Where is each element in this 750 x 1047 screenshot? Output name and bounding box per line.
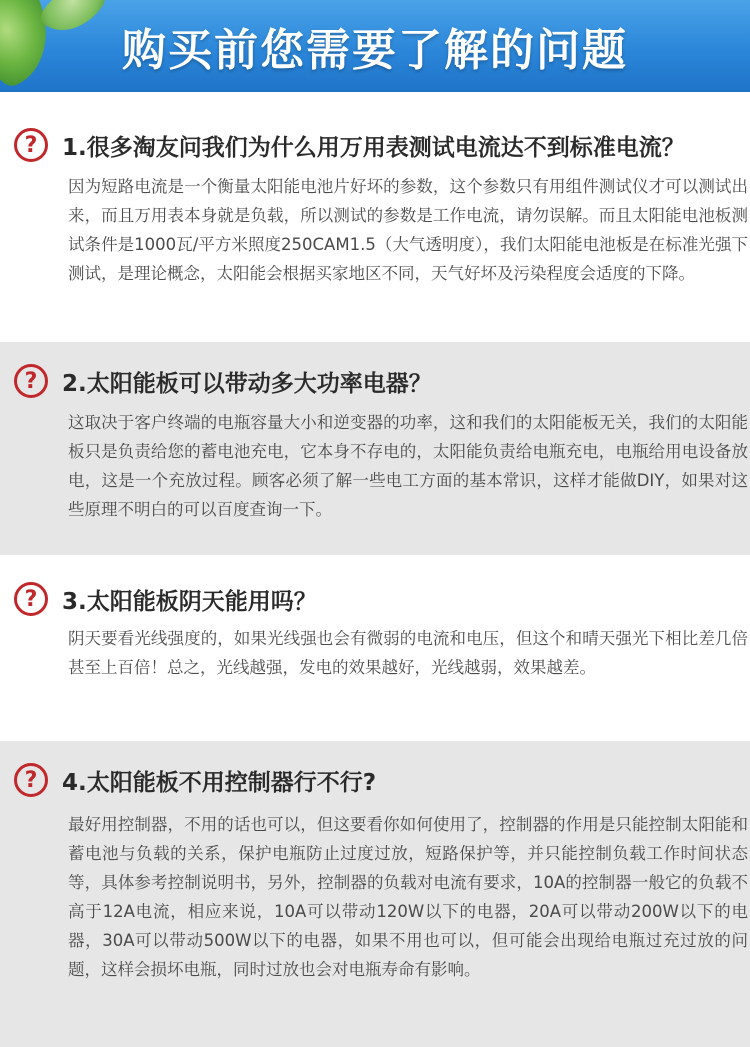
question-title: 3.太阳能板阴天能用吗？ — [62, 588, 317, 615]
question-title: 2.太阳能板可以带动多大功率电器？ — [62, 370, 432, 397]
faq-item-2 — [0, 342, 750, 555]
question-circle-icon: ? — [14, 763, 48, 797]
question-circle-icon: ? — [14, 364, 48, 398]
question-row — [14, 126, 685, 164]
question-row — [14, 580, 317, 618]
faq-item-1 — [0, 92, 750, 342]
faq-item-4 — [0, 741, 750, 1047]
answer-text: 这取决于客户终端的电瓶容量大小和逆变器的功率，这和我们的太阳能板无关，我们的太阳能板只是负责给您的蓄电池充电，它本身不存电的，太阳能负责给电瓶充电，电瓶给用电设备放电，这是一个充放过程。顾客必须了解一些电工方面的基本常识，这样才能做DIY，如果对这些原理不明白的可以百度查询一下。 — [68, 413, 748, 519]
banner-title: 购买前您需要了解的问题 — [122, 25, 628, 76]
question-title: 1.很多淘友问我们为什么用万用表测试电流达不到标准电流？ — [62, 134, 685, 161]
answer-text: 最好用控制器，不用的话也可以，但这要看你如何使用了，控制器的作用是只能控制太阳能和蓄电池与负载的关系，保护电瓶防止过度过放，短路保护等，并只能控制负载工作时间状态等，具体参考控制说明书，另外，控制器的负载对电流有要求，10A的控制器一般它的负载不高于12A电流，相应来说，10A可以带动120W以下的电器，20A可以带动200W以下的电器，30A可以带动500W以下的电器，如果不用也可以，但可能会出现给电瓶过充过放的问题，这样会损坏电瓶，同时过放也会对电瓶寿命有影响。 — [68, 815, 748, 979]
header-banner — [0, 0, 750, 92]
question-title: 4.太阳能板不用控制器行不行? — [62, 769, 377, 796]
answer-text: 阴天要看光线强度的，如果光线强也会有微弱的电流和电压，但这个和晴天强光下相比差几倍甚至上百倍！总之，光线越强，发电的效果越好，光线越弱，效果越差。 — [68, 629, 748, 677]
question-row — [14, 761, 376, 799]
question-circle-icon: ? — [14, 128, 48, 162]
faq-item-3 — [0, 555, 750, 741]
question-circle-icon: ? — [14, 582, 48, 616]
answer-text: 因为短路电流是一个衡量太阳能电池片好坏的参数，这个参数只有用组件测试仪才可以测试出来，而且万用表本身就是负载，所以测试的参数是工作电流，请勿误解。而且太阳能电池板测试条件是1000瓦/平方米照度250CAM1.5（大气透明度），我们太阳能电池板是在标准光强下测试，是理论概念，太阳能会根据买家地区不同，天气好坏及污染程度会适度的下降。 — [68, 177, 748, 283]
question-row — [14, 362, 432, 400]
